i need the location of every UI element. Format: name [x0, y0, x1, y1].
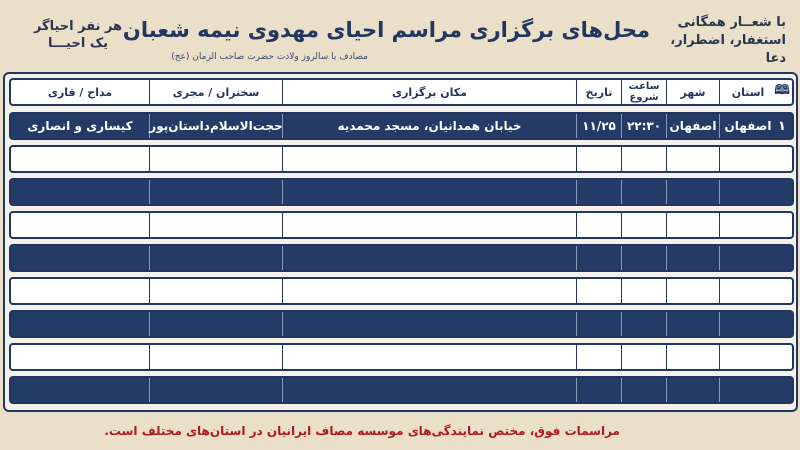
empty-cell [149, 147, 282, 171]
empty-cell [719, 279, 776, 303]
cell-date: ۱۱/۲۵ [576, 114, 621, 138]
empty-cell [576, 312, 621, 336]
table-row-empty [9, 376, 794, 404]
empty-cell [282, 180, 576, 204]
empty-cell [149, 213, 282, 237]
empty-cell [666, 312, 719, 336]
empty-cell [149, 378, 282, 402]
table-row-empty [9, 343, 794, 371]
empty-cell [719, 312, 776, 336]
empty-cell [282, 378, 576, 402]
empty-cell [149, 180, 282, 204]
left-slogan [28, 18, 128, 52]
empty-cell [576, 213, 621, 237]
cell-speaker: حجت‌الاسلام‌داستان‌پور [149, 114, 282, 138]
table-row [9, 112, 794, 140]
right-slogan [654, 14, 786, 68]
empty-cell [719, 246, 776, 270]
empty-cell [621, 378, 666, 402]
empty-cell [576, 147, 621, 171]
table-row-empty [9, 145, 794, 173]
empty-cell [282, 246, 576, 270]
empty-cell [666, 213, 719, 237]
empty-cell [666, 246, 719, 270]
empty-cell [621, 279, 666, 303]
left-slogan-line2: یک احیـــا [47, 36, 109, 51]
header-start-time-line2: شروع [629, 92, 659, 103]
empty-cell [719, 378, 776, 402]
table-header-row [9, 78, 794, 106]
table-row-empty [9, 211, 794, 239]
empty-cell [11, 213, 149, 237]
empty-cell [719, 147, 776, 171]
empty-cell [621, 345, 666, 369]
empty-cell [11, 147, 149, 171]
empty-cell [576, 246, 621, 270]
cell-eulogist: کیساری و انصاری [27, 119, 133, 133]
schedule-table [3, 72, 798, 412]
header-city: شهر [666, 80, 719, 104]
empty-cell [11, 345, 149, 369]
empty-cell [666, 345, 719, 369]
header-venue: مکان برگزاری [282, 80, 576, 104]
empty-cell [621, 213, 666, 237]
book-icon: 🕮 [774, 83, 790, 98]
empty-cell [621, 246, 666, 270]
empty-cell [621, 147, 666, 171]
empty-cell [149, 345, 282, 369]
empty-cell [666, 147, 719, 171]
empty-cell [576, 180, 621, 204]
left-slogan-line1: هر نفر احیاگر [33, 19, 123, 34]
table-row-empty [9, 244, 794, 272]
empty-cell [621, 180, 666, 204]
row-number: ۱ [778, 118, 786, 134]
empty-cell [11, 279, 149, 303]
header-start-time [621, 80, 666, 104]
empty-cell [282, 312, 576, 336]
right-slogan-line1: با شعــار همگانی [677, 15, 786, 30]
cell-start-time: ۲۲:۳۰ [621, 114, 666, 138]
right-slogan-line2: استغفار، اضطرار، دعا [670, 33, 786, 66]
table-row-empty [9, 277, 794, 305]
empty-cell [576, 378, 621, 402]
empty-cell [719, 345, 776, 369]
empty-cell [666, 378, 719, 402]
empty-cell [576, 279, 621, 303]
header-date: تاریخ [576, 80, 621, 104]
empty-cell [11, 246, 149, 270]
header-eulogist: مداح / قاری [47, 85, 113, 99]
empty-cell [282, 213, 576, 237]
header-speaker: سخنران / مجری [149, 80, 282, 104]
empty-cell [719, 213, 776, 237]
empty-cell [666, 279, 719, 303]
empty-cell [576, 345, 621, 369]
table-row-empty [9, 310, 794, 338]
cell-province: اصفهان [719, 114, 776, 138]
empty-cell [666, 180, 719, 204]
cell-venue: خیابان همدانیان، مسجد محمدیه [282, 114, 576, 138]
empty-cell [282, 279, 576, 303]
empty-cell [282, 147, 576, 171]
empty-cell [149, 312, 282, 336]
empty-cell [11, 180, 149, 204]
empty-cell [149, 246, 282, 270]
cell-city: اصفهان [666, 114, 719, 138]
empty-cell [11, 378, 149, 402]
empty-cell [282, 345, 576, 369]
empty-cell [621, 312, 666, 336]
page-title: محل‌های برگزاری مراسم احیای مهدوی نیمه شعبان [122, 18, 650, 42]
empty-cell [719, 180, 776, 204]
header-start-time-line1: ساعت [628, 81, 660, 92]
empty-cell [149, 279, 282, 303]
footer-note: مراسمات فوق، مختص نمایندگی‌های موسسه مصاف ایرانیان در استان‌های مختلف است. [104, 424, 620, 438]
page-subtitle: مصادف با سالروز ولادت حضرت صاحب الزمان (عج) [171, 52, 368, 62]
table-row-empty [9, 178, 794, 206]
header-province: استان [719, 80, 776, 104]
empty-cell [11, 312, 149, 336]
